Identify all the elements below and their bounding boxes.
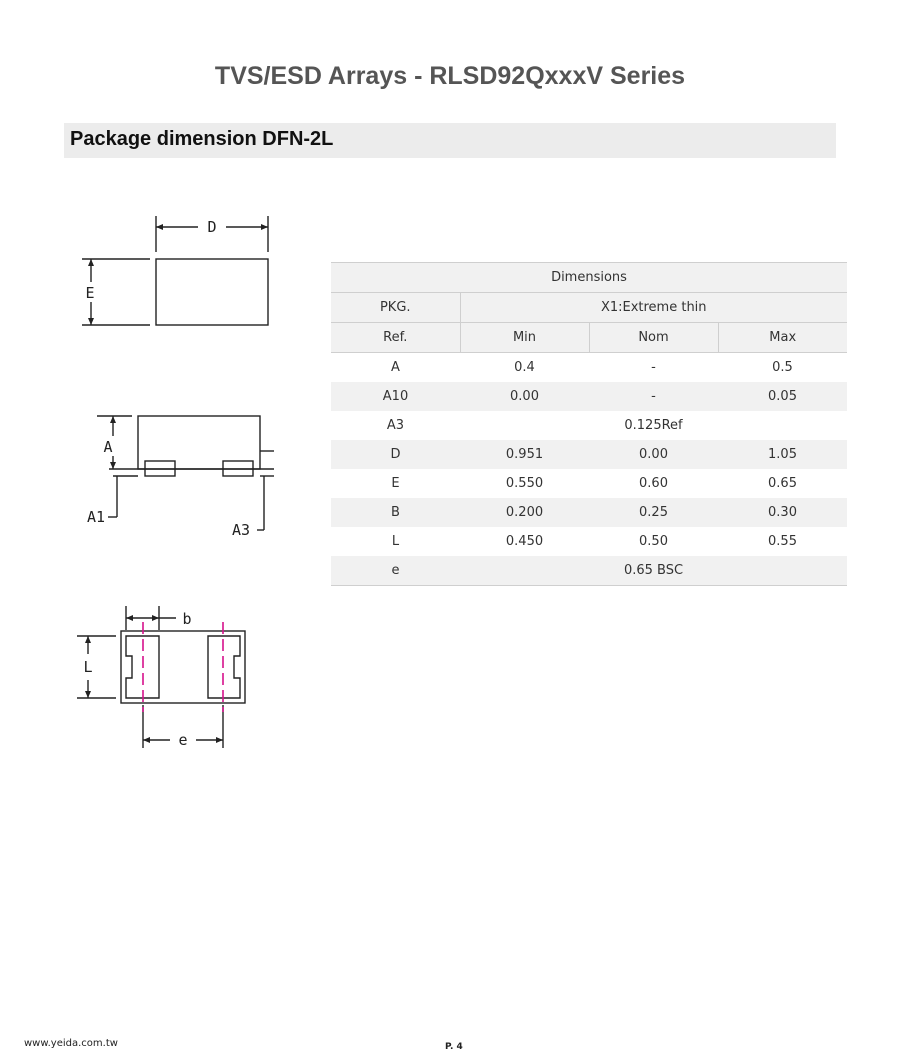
row-max: 0.05 [718,382,847,411]
row-ref: L [391,534,400,549]
row-max: 0.65 [768,476,797,491]
min-header: Min [460,323,589,353]
dim-label-D: D [207,218,217,236]
row-merged-value: 0.125Ref [624,418,683,433]
page-title: TVS/ESD Arrays - RLSD92QxxxV Series [214,62,686,90]
table-row [331,411,847,440]
row-nom: - [589,382,718,411]
pkg-value: X1:Extreme thin [460,293,847,323]
table-row [331,382,847,411]
dim-label-A1: A1 [86,508,106,526]
row-min: 0.450 [505,534,544,549]
row-ref: A10 [331,382,460,411]
package-drawings [0,0,330,800]
row-ref: A [391,360,400,375]
row-nom: 0.60 [639,476,668,491]
section-title: Package dimension DFN-2L [70,128,334,150]
pkg-label: PKG. [331,293,460,323]
row-max: 1.05 [718,440,847,469]
table-header-row [331,323,847,353]
row-nom: 0.50 [639,534,668,549]
row-merged-value: 0.65 BSC [460,556,847,586]
row-ref: e [331,556,460,586]
bottom-view-drawing [77,606,245,748]
row-min: 0.200 [460,498,589,527]
table-caption-row [331,263,847,293]
dim-label-L: L [83,658,93,676]
row-max: 0.5 [772,360,793,375]
row-min: 0.550 [505,476,544,491]
table-row [331,498,847,527]
row-min: 0.4 [514,360,535,375]
row-nom: 0.25 [589,498,718,527]
row-min: 0.951 [460,440,589,469]
page-number: P. 4 [445,1042,463,1052]
row-ref: E [391,476,400,491]
row-nom: 0.00 [589,440,718,469]
row-ref: B [331,498,460,527]
row-ref: D [331,440,460,469]
dim-label-e: e [178,731,188,749]
max-header: Max [718,323,847,353]
table-row [331,556,847,586]
table-row [331,469,847,498]
dimensions-table [331,262,847,586]
dim-label-b: b [182,610,192,628]
row-max: 0.30 [718,498,847,527]
top-view-drawing [82,216,268,325]
row-ref: A3 [386,418,405,433]
dim-label-A3: A3 [231,521,251,539]
dim-label-A: A [103,438,113,456]
row-min: 0.00 [460,382,589,411]
footer-url[interactable]: www.yeida.com.tw [24,1038,118,1049]
side-view-drawing [97,416,274,530]
table-row [331,527,847,556]
table-row [331,353,847,383]
table-row [331,440,847,469]
table-caption: Dimensions [331,263,847,293]
dim-label-E: E [85,284,95,302]
table-pkg-row [331,293,847,323]
ref-header: Ref. [331,323,460,353]
row-max: 0.55 [768,534,797,549]
nom-header: Nom [589,323,718,353]
row-nom: - [651,360,656,375]
